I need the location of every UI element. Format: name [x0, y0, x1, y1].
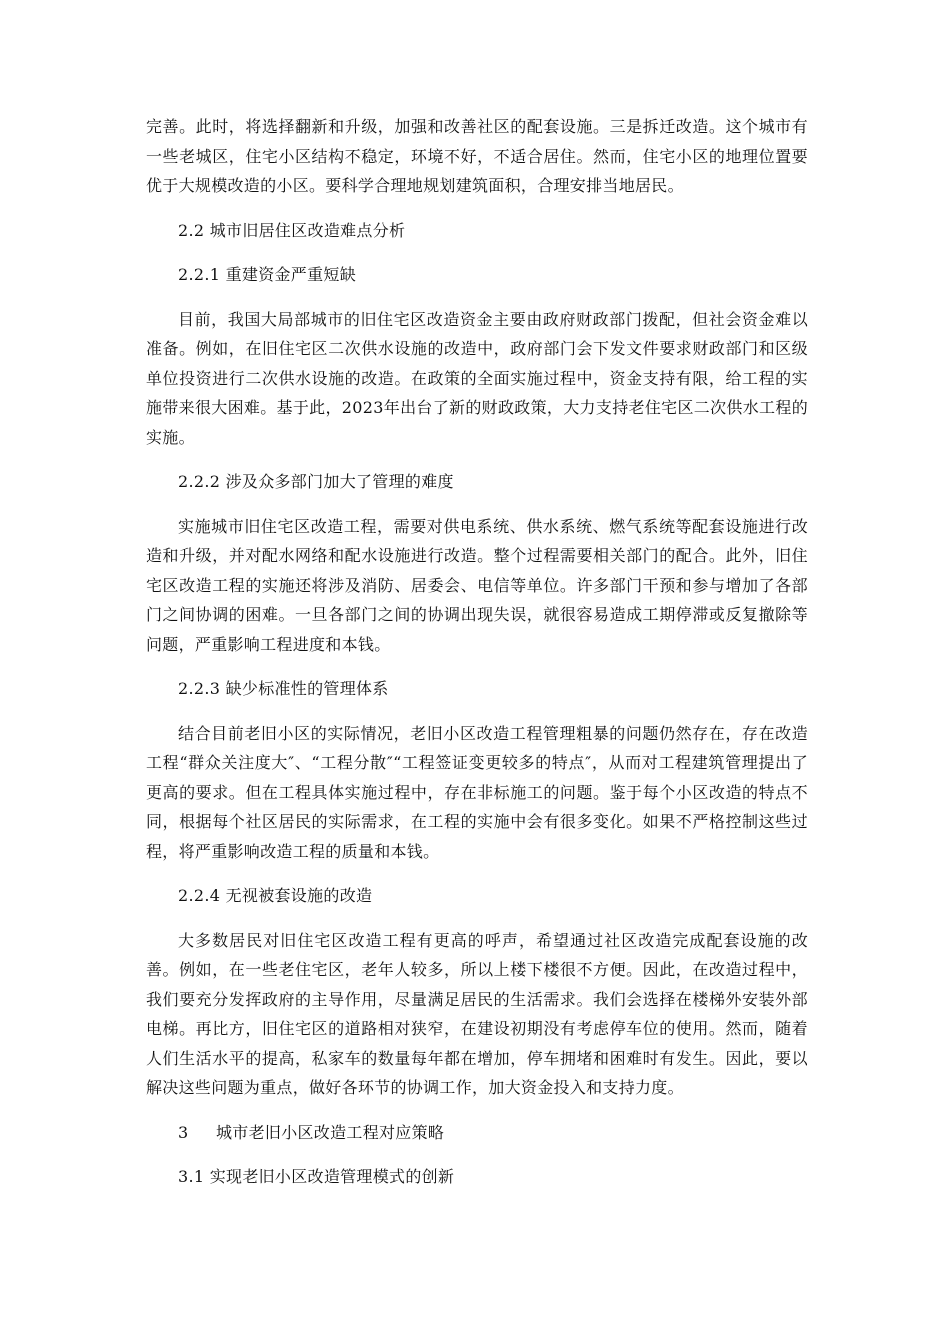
heading-3-title: 城市老旧小区改造工程对应策略 — [216, 1122, 445, 1142]
body-2-2-1: 目前，我国大局部城市的旧住宅区改造资金主要由政府财政部门拨配，但社会资金难以准备。例如，在旧住宅区二次供水设施的改造中，政府部门会下发文件要求财政部门和区级单位投资进行二次供水设施的改造。在政策的全面实施过程中，资金支持有限，给工程的实施带来很大困难。基于此，2023年出台了新的财政政策，大力支持老住宅区二次供水工程的实施。 — [146, 309, 808, 447]
heading-2-2: 2.2 城市旧居住区改造难点分析 — [178, 220, 406, 240]
document-page — [146, 112, 808, 1192]
body-2-2-2: 实施城市旧住宅区改造工程，需要对供电系统、供水系统、燃气系统等配套设施进行改造和升级，并对配水网络和配水设施进行改造。整个过程需要相关部门的配合。此外，旧住宅区改造工程的实施还将涉及消防、居委会、电信等单位。许多部门干预和参与增加了各部门之间协调的困难。一旦各部门之间的协调出现失误，就很容易造成工期停滞或反复撤除等问题，严重影响工程进度和本钱。 — [146, 516, 808, 654]
heading-2-2-1: 2.2.1 重建资金严重短缺 — [178, 265, 356, 284]
heading-3-number: 3 — [178, 1122, 189, 1142]
body-2-2-3: 结合目前老旧小区的实际情况，老旧小区改造工程管理粗暴的问题仍然存在，存在改造工程“群众关注度大″、“工程分散″“工程签证变更较多的特点″，从而对工程建筑管理提出了更高的要求。但在工程具体实施过程中，存在非标施工的问题。鉴于每个小区改造的特点不同，根据每个社区居民的实际需求，在工程的实施中会有很多变化。如果不严格控制这些过程，将严重影响改造工程的质量和本钱。 — [146, 723, 808, 861]
intro-paragraph: 完善。此时，将选择翻新和升级，加强和改善社区的配套设施。三是拆迁改造。这个城市有一些老城区，住宅小区结构不稳定，环境不好，不适合居住。然而，住宅小区的地理位置要优于大规模改造的小区。要科学合理地规划建筑面积，合理安排当地居民。 — [146, 117, 808, 195]
body-2-2-4: 大多数居民对旧住宅区改造工程有更高的呼声，希望通过社区改造完成配套设施的改善。例如，在一些老住宅区，老年人较多，所以上楼下楼很不方便。因此，在改造过程中，我们要充分发挥政府的主导作用，尽量满足居民的生活需求。我们会选择在楼梯外安装外部电梯。再比方，旧住宅区的道路相对狭窄，在建设初期没有考虑停车位的使用。然而，随着人们生活水平的提高，私家车的数量每年都在增加，停车拥堵和困难时有发生。因此，要以解决这些问题为重点，做好各环节的协调工作，加大资金投入和支持力度。 — [146, 930, 808, 1097]
heading-2-2-4: 2.2.4 无视被套设施的改造 — [178, 886, 373, 905]
heading-3-1: 3.1 实现老旧小区改造管理模式的创新 — [178, 1167, 455, 1186]
heading-3 — [146, 1118, 808, 1148]
heading-2-2-3: 2.2.3 缺少标准性的管理体系 — [178, 679, 389, 698]
heading-2-2-2: 2.2.2 涉及众多部门加大了管理的难度 — [178, 472, 454, 491]
